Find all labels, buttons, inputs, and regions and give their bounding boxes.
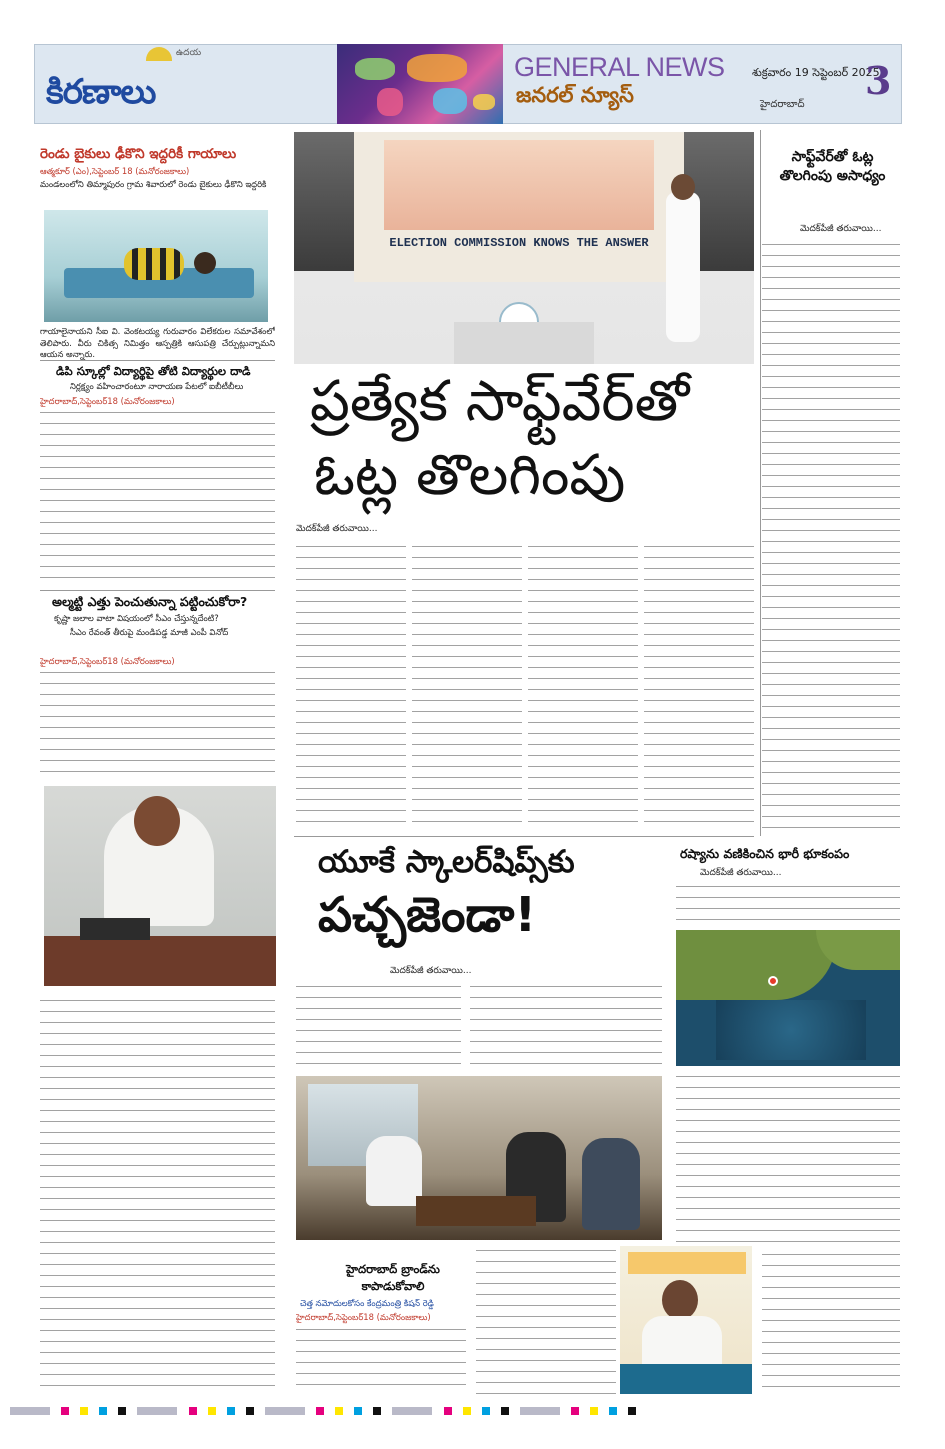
software-side-byline: మెదక్‌పేజీ తరువాయి... <box>800 224 882 234</box>
color-swatch <box>444 1407 452 1415</box>
desk <box>44 936 276 986</box>
uk-headline-line-2: పచ్చజెండా! <box>318 887 537 943</box>
accident-victim-photo <box>44 210 268 322</box>
color-swatch <box>373 1407 381 1415</box>
almatti-subhead-2: సీఎం రేవంత్ తీరుపై మండిపడ్డ మాజీ ఎంపీ వినోద్ <box>70 627 229 637</box>
color-swatch <box>609 1407 617 1415</box>
speaker-head <box>671 174 695 200</box>
world-map-graphic <box>337 44 503 124</box>
almatti-subhead: కృష్ణా జలాల వాటా విషయంలో సీఎం చేస్తున్నదేంటి? <box>54 613 219 623</box>
main-body-col-3 <box>528 542 638 832</box>
column-divider <box>40 590 275 591</box>
section-title-english: GENERAL NEWS <box>514 52 725 82</box>
continent-shape <box>407 54 467 82</box>
section-divider <box>294 836 754 837</box>
main-byline: మెదక్‌పేజీ తరువాయి... <box>296 524 378 534</box>
russia-body-intro <box>676 882 900 922</box>
main-body-col-1 <box>296 542 406 832</box>
issue-date: శుక్రవారం 19 సెప్టెంబర్ 2025 <box>752 66 880 79</box>
dps-dateline: హైదరాబాద్,సెప్టెంబర్18 (మనోరంజకాలు) <box>40 396 175 406</box>
uk-body-col-1 <box>296 982 461 1070</box>
patient-figure <box>124 248 184 280</box>
color-swatch <box>189 1407 197 1415</box>
backdrop-banner <box>628 1252 746 1274</box>
bikes-headline: రెండు బైకులు ఢీకొని ఇద్దరికీ గాయాలు <box>40 146 237 162</box>
laptop <box>80 918 150 940</box>
bikes-caption: గాయాలైనాయని సీఐ వి. వెంకటయ్య గురువారం విలేకరుల సమావేశంలో తెలిపారు. వీరు చికిత్స నిమిత్తం ఆస్పత్రికి ఆసుపత్రి చేర్పుట్లున్నామని ఆయన అన్నారు. <box>40 326 275 359</box>
color-swatch <box>61 1407 69 1415</box>
bikes-dateline: ఆత్మకూర్ (ఎం),సెప్టెంబర్ 18 (మనోరంజకాలు) <box>40 166 190 176</box>
continent-shape <box>433 88 467 114</box>
almatti-dateline: హైదరాబాద్,సెప్టెంబర్18 (మనోరంజకాలు) <box>40 656 175 666</box>
meeting-photo <box>296 1076 662 1240</box>
color-swatch <box>137 1407 177 1415</box>
brand-body-col-1 <box>296 1325 466 1395</box>
landmass <box>676 930 836 1000</box>
office-illustration <box>384 140 654 230</box>
color-swatch <box>520 1407 560 1415</box>
podium <box>454 322 594 364</box>
dps-subhead: నిర్లక్ష్యం వహించారంటూ నారాయణ పేటలో ఐబీటీబీలు <box>70 381 244 391</box>
color-swatch <box>99 1407 107 1415</box>
dps-headline: డిపి స్కూల్లో విద్యార్థిపై తోటి విద్యార్థుల దాడి <box>56 364 251 378</box>
software-side-headline: సాఫ్ట్‌వేర్‌తో ఓట్ల తొలగింపు అసాధ్యం <box>779 149 886 184</box>
brand-body-col-2 <box>476 1246 616 1395</box>
almatti-headline: అల్మట్టి ఎత్తు పెంచుతున్నా పట్టించుకోరా? <box>52 594 248 609</box>
uk-body-col-2 <box>470 982 662 1070</box>
ocean <box>716 1000 866 1060</box>
color-swatch <box>208 1407 216 1415</box>
continent-shape <box>355 58 395 80</box>
logo-tagline: ఉదయ <box>176 48 202 58</box>
color-swatch <box>482 1407 490 1415</box>
person-head <box>134 796 180 846</box>
newspaper-logo: కిరణాలు <box>46 72 156 112</box>
color-swatch <box>265 1407 305 1415</box>
continent-shape <box>377 88 403 116</box>
russia-body-text <box>676 1072 900 1244</box>
screen-banner-text: ELECTION COMMISSION KNOWS THE ANSWER <box>389 236 649 250</box>
color-swatch <box>118 1407 126 1415</box>
color-swatch <box>590 1407 598 1415</box>
brand-headline: హైదరాబాద్ బ్రాండ్‌ను కాపాడుకోవాలి <box>346 1262 440 1293</box>
main-body-col-4 <box>644 542 754 832</box>
minister-head <box>662 1280 698 1320</box>
color-swatch <box>335 1407 343 1415</box>
main-headline-line-1: ప్రత్యేక సాఫ్ట్‌వేర్‌తో <box>310 369 690 434</box>
press-conference-photo <box>294 132 754 364</box>
person-left <box>366 1136 422 1206</box>
russia-headline: రష్యాను వణికించిన భారీ భూకంపం <box>680 846 850 861</box>
russia-byline: మెదక్‌పేజీ తరువాయి... <box>700 868 782 878</box>
epicenter-marker-icon <box>768 976 778 986</box>
table-cloth <box>620 1364 752 1394</box>
table <box>416 1196 536 1226</box>
color-swatch <box>354 1407 362 1415</box>
person-right <box>582 1138 640 1230</box>
color-swatch <box>392 1407 432 1415</box>
color-swatch <box>501 1407 509 1415</box>
page-number: 3 <box>865 58 892 103</box>
column-divider <box>760 130 761 836</box>
minister-photo <box>620 1246 752 1394</box>
color-swatch <box>571 1407 579 1415</box>
section-title-telugu: జనరల్ న్యూస్ <box>516 83 634 107</box>
almatti-body-text <box>40 668 275 778</box>
issue-city: హైదరాబాద్ <box>760 99 805 110</box>
uk-headline-line-1: యూకే స్కాలర్‌షిప్స్‌కు <box>318 844 575 880</box>
print-registration-strip <box>10 1400 935 1410</box>
column-divider <box>40 360 275 361</box>
continent-shape <box>473 94 495 110</box>
color-swatch <box>10 1407 50 1415</box>
projection-screen <box>354 132 684 282</box>
minister-story-body <box>762 1250 900 1396</box>
politician-photo <box>44 786 276 986</box>
color-swatch <box>227 1407 235 1415</box>
color-swatch <box>246 1407 254 1415</box>
color-swatch <box>463 1407 471 1415</box>
main-headline-line-2: ఓట్ల తొలగింపు <box>314 443 626 508</box>
color-swatch <box>80 1407 88 1415</box>
software-side-body <box>762 240 900 836</box>
almatti-body-continued <box>40 996 275 1396</box>
color-swatch <box>316 1407 324 1415</box>
bikes-lead: మండలంలోని తిమ్మాపురం గ్రామ శివారులో రెండు బైకులు ఢీకొని ఇద్దరికి <box>40 179 267 189</box>
brand-dateline: హైదరాబాద్,సెప్టెంబర్18 (మనోరంజకాలు) <box>296 1312 431 1322</box>
speaker-figure <box>666 192 700 342</box>
color-swatch <box>628 1407 636 1415</box>
main-body-col-2 <box>412 542 522 832</box>
dps-body-text <box>40 408 275 586</box>
patient-head <box>194 252 216 274</box>
uk-byline: మెదక్‌పేజీ తరువాయి... <box>390 966 472 976</box>
earthquake-map <box>676 930 900 1066</box>
brand-subhead: చెత్త నమోదులకోసం కేంద్రమంత్రి కిషన్ రెడ్డి <box>300 1298 434 1308</box>
